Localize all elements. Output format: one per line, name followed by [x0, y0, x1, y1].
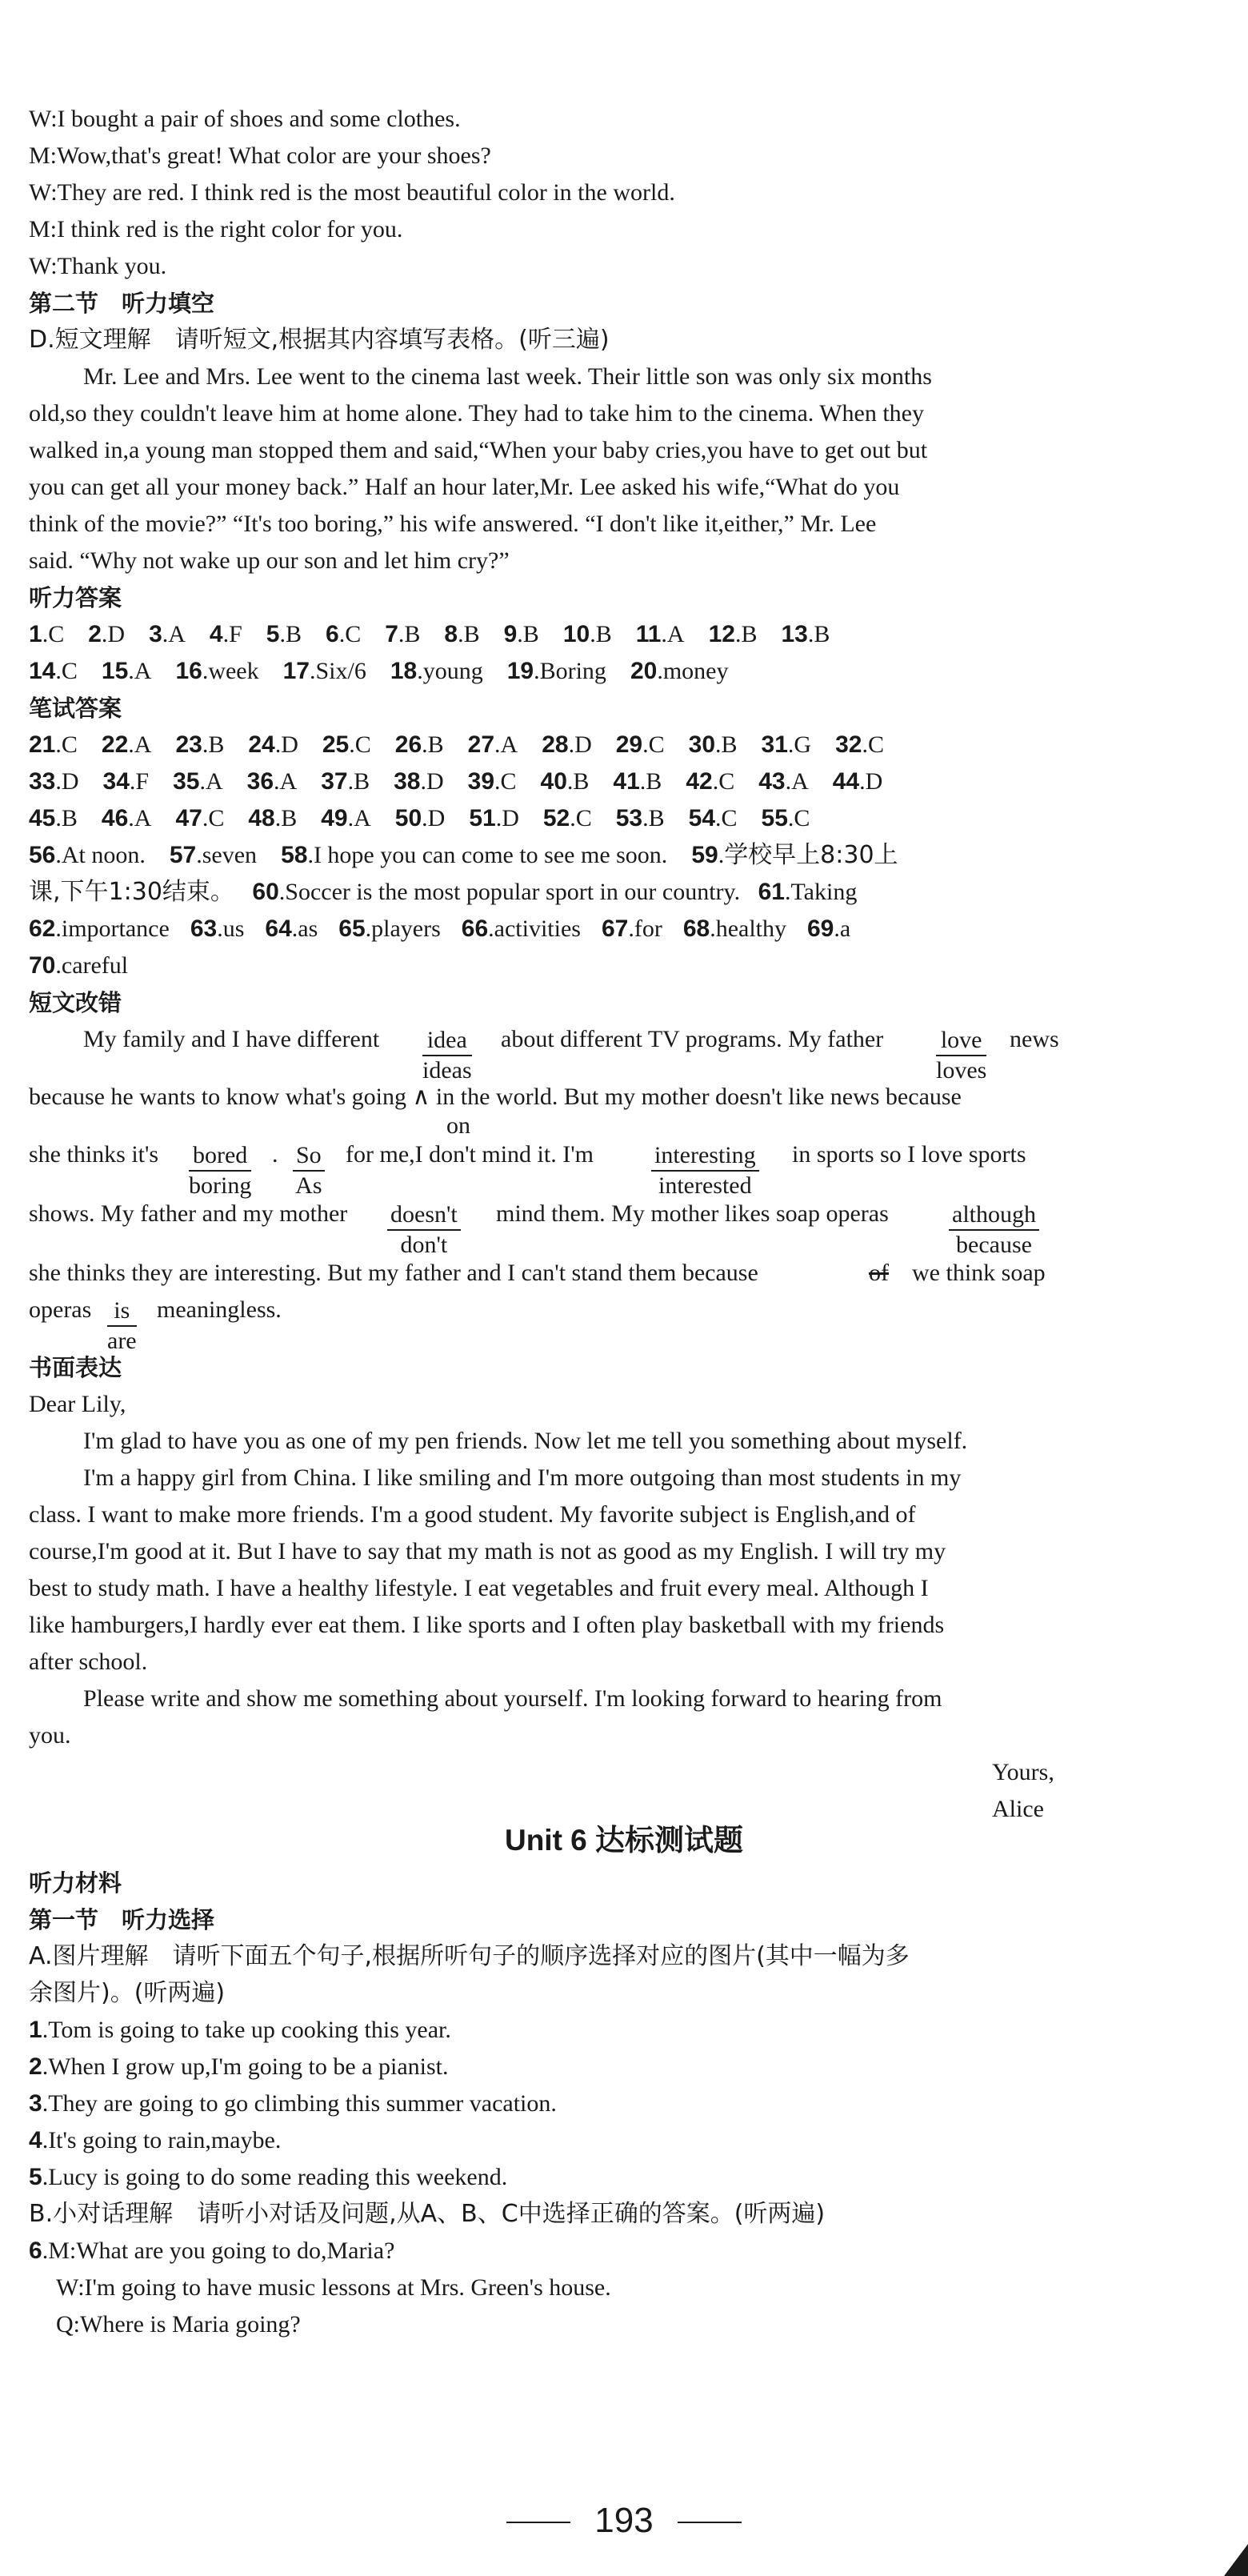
answer-item: 28.D: [542, 731, 592, 758]
answer-row: [29, 800, 1069, 837]
answer-item: 45.B: [29, 805, 78, 831]
answer-item: 16.week: [175, 658, 259, 684]
correction-line: operas: [29, 1296, 92, 1323]
listening-answers-heading: 听力答案: [29, 584, 122, 611]
answer-item: 3.A: [149, 621, 186, 647]
answer-item: 30.B: [688, 731, 738, 758]
answer-item: 34.F: [102, 768, 150, 795]
correction-mark: is are: [107, 1297, 137, 1354]
answer-item: 37.B: [321, 768, 370, 795]
correction-line: news: [1010, 1026, 1059, 1052]
answer-item: 46.A: [101, 805, 152, 831]
passage-line: think of the movie?” “It's too boring,” his wife answered. “I don't like it,either,” Mr. Lee: [29, 511, 877, 537]
letter-line: Please write and show me something about yourself. I'm looking forward to hearing from: [83, 1685, 942, 1712]
answer-item: 52.C: [542, 805, 592, 831]
answer-item: 5.B: [266, 621, 302, 647]
passage-line: Mr. Lee and Mrs. Lee went to the cinema last week. Their little son was only six months: [83, 363, 932, 390]
letter-line: I'm glad to have you as one of my pen friends. Now let me tell you something about myself.: [83, 1428, 968, 1454]
list-item: 5.Lucy is going to do some reading this weekend.: [29, 2164, 508, 2190]
answer-item: 19.Boring: [506, 658, 606, 684]
answer-item: 14.C: [29, 658, 78, 684]
answer-item: 49.A: [321, 805, 371, 831]
letter-signature: Alice: [992, 1796, 1044, 1822]
answer-item: 38.D: [394, 768, 444, 795]
answer-item: 36.A: [246, 768, 298, 795]
answer-item: 6.C: [326, 621, 362, 647]
answer-item: 21.C: [29, 731, 78, 758]
answer-item: 27.A: [467, 731, 518, 758]
list-item: 3.They are going to go climbing this summer vacation.: [29, 2090, 557, 2117]
answer-item: 17.Six/6: [282, 658, 366, 684]
material-heading: 听力材料: [29, 1869, 122, 1897]
correction-line: because he wants to know what's going ∧ in the world. But my mother doesn't like news because: [29, 1084, 962, 1110]
correction-line: we think soap: [912, 1260, 1046, 1286]
answer-item: 1.C: [29, 621, 65, 647]
dialog-line: W:Thank you.: [29, 253, 167, 279]
answer-item: 44.D: [832, 768, 883, 795]
answer-item: 43.A: [758, 768, 809, 795]
passage-line: you can get all your money back.” Half an hour later,Mr. Lee asked his wife,“What do you: [29, 474, 900, 500]
dialog-line: M:Wow,that's great! What color are your shoes?: [29, 142, 491, 169]
correction-mark: love loves: [936, 1027, 987, 1084]
answer-item: 40.B: [540, 768, 590, 795]
correction-line: meaningless.: [157, 1296, 282, 1323]
answer-row: [29, 616, 1069, 653]
answer-item: 7.B: [385, 621, 421, 647]
letter-greeting: Dear Lily,: [29, 1391, 126, 1417]
answer-item: 62.importance: [29, 915, 170, 942]
letter-closing: Yours,: [992, 1759, 1054, 1785]
letter-line: after school.: [29, 1649, 148, 1675]
answer-item: 47.C: [175, 805, 225, 831]
answer-item: 53.B: [615, 805, 665, 831]
answer-item: 48.B: [248, 805, 298, 831]
answer-row: [29, 763, 1069, 800]
answer-item: 20.money: [630, 658, 729, 684]
page-number: 193: [0, 2497, 1248, 2545]
answer-item: 31.G: [761, 731, 812, 758]
correction-mark: interesting interested: [651, 1141, 759, 1200]
answer-item: 18.young: [390, 658, 483, 684]
passage-line: walked in,a young man stopped them and said,“When your baby cries,you have to get out but: [29, 437, 928, 463]
answer-item: 42.C: [686, 768, 735, 795]
answer-item: 26.B: [394, 731, 444, 758]
letter-line: like hamburgers,I hardly ever eat them. I like sports and I often play basketball with my friends: [29, 1612, 945, 1638]
answer-item: 12.B: [708, 621, 758, 647]
correction-insert: on: [446, 1112, 470, 1139]
answer-item: 13.B: [781, 621, 830, 647]
list-item: 1.Tom is going to take up cooking this year.: [29, 2017, 451, 2043]
answer-item: 35.A: [173, 768, 223, 795]
dialog-line: Q:Where is Maria going?: [56, 2311, 301, 2338]
correction-line: she thinks they are interesting. But my father and I can't stand them because: [29, 1260, 758, 1286]
answer-item: 8.B: [444, 621, 480, 647]
part-instruction: B.小对话理解 请听小对话及问题,从A、B、C中选择正确的答案。(听两遍): [29, 2200, 826, 2228]
dialog-line: M:I think red is the right color for you.: [29, 216, 403, 242]
letter-line: course,I'm good at it. But I have to say that my math is not as good as my English. I will try my: [29, 1538, 946, 1564]
corner-mark: [1224, 2544, 1248, 2576]
answer-item: 67.for: [601, 915, 662, 942]
answer-item: 15.A: [101, 658, 152, 684]
answer-item: 23.B: [175, 731, 225, 758]
letter-line: best to study math. I have a healthy lifestyle. I eat vegetables and fruit every meal. Although I: [29, 1575, 929, 1601]
part-instruction: A.图片理解 请听下面五个句子,根据所听句子的顺序选择对应的图片(其中一幅为多: [29, 1942, 910, 1970]
answer-item: 24.D: [248, 731, 298, 758]
correction-struck: of: [869, 1260, 889, 1286]
answer-item: 51.D: [469, 805, 519, 831]
answer-item: 11.A: [635, 621, 685, 647]
section-heading: 第二节 听力填空: [29, 290, 215, 317]
unit-title: Unit 6 达标测试题: [504, 1824, 744, 1857]
correction-line: she thinks it's: [29, 1141, 159, 1168]
answer-item: 69.a: [807, 915, 851, 942]
answer-item: 4.F: [209, 621, 242, 647]
answer-row: 课,下午1:30结束。 60.Soccer is the most popular sport in our country. 61.Taking: [29, 878, 858, 906]
answer-item: 54.C: [688, 805, 738, 831]
section-heading: 第一节 听力选择: [29, 1906, 215, 1933]
answer-item: 32.C: [835, 731, 884, 758]
passage-line: old,so they couldn't leave him at home alone. They had to take him to the cinema. When they: [29, 400, 924, 427]
answer-item: 68.healthy: [682, 915, 786, 942]
answer-item: 64.as: [265, 915, 318, 942]
writing-heading: 书面表达: [29, 1354, 122, 1381]
correction-mark: doesn't don't: [387, 1200, 461, 1260]
answer-item: 25.C: [322, 731, 371, 758]
correction-line: mind them. My mother likes soap operas: [496, 1200, 889, 1227]
answer-item: 29.C: [615, 731, 665, 758]
letter-line: you.: [29, 1722, 71, 1749]
part-instruction: D.短文理解 请听短文,根据其内容填写表格。(听三遍): [29, 326, 610, 354]
answer-item: 9.B: [503, 621, 539, 647]
answer-item: 55.C: [761, 805, 810, 831]
answer-item: 10.B: [562, 621, 612, 647]
dialog-line: W:I'm going to have music lessons at Mrs. Green's house.: [56, 2274, 611, 2301]
list-item: 4.It's going to rain,maybe.: [29, 2127, 282, 2153]
answer-item: 2.D: [88, 621, 126, 647]
letter-line: class. I want to make more friends. I'm a good student. My favorite subject is English,and of: [29, 1501, 916, 1528]
dialog-line: W:I bought a pair of shoes and some clothes.: [29, 106, 461, 132]
answer-item: 66.activities: [461, 915, 581, 942]
answer-row: 56.At noon. 57.seven 58.I hope you can come to see me soon. 59.学校早上8:30上: [29, 841, 898, 869]
answer-item: 41.B: [613, 768, 662, 795]
answer-row: [29, 653, 1069, 690]
answer-item: 22.A: [101, 731, 152, 758]
answer-item: 63.us: [190, 915, 245, 942]
correction-line: about different TV programs. My father: [501, 1026, 884, 1052]
punct: .: [272, 1141, 278, 1168]
correction-mark: So As: [293, 1141, 325, 1200]
correction-line: in sports so I love sports: [792, 1141, 1026, 1168]
answer-item: 65.players: [338, 915, 441, 942]
correction-line: for me,I don't mind it. I'm: [346, 1141, 594, 1168]
correction-line: shows. My father and my mother: [29, 1200, 348, 1227]
part-instruction: 余图片)。(听两遍): [29, 1979, 226, 2007]
answer-row: [29, 911, 1069, 947]
letter-line: I'm a happy girl from China. I like smiling and I'm more outgoing than most students in my: [83, 1464, 962, 1491]
written-answers-heading: 笔试答案: [29, 695, 122, 722]
correction-mark: bored boring: [189, 1142, 252, 1199]
correction-heading: 短文改错: [29, 989, 122, 1016]
correction-mark: although because: [949, 1200, 1039, 1260]
answer-row: 70.careful: [29, 952, 129, 979]
answer-row: [29, 727, 1069, 763]
answer-item: 33.D: [29, 768, 79, 795]
dialog-line: W:They are red. I think red is the most beautiful color in the world.: [29, 179, 675, 206]
answer-item: 39.C: [467, 768, 517, 795]
passage-line: said. “Why not wake up our son and let him cry?”: [29, 547, 510, 574]
list-item: 2.When I grow up,I'm going to be a pianist.: [29, 2053, 449, 2080]
correction-mark: idea ideas: [422, 1027, 472, 1084]
answer-item: 50.D: [394, 805, 446, 831]
correction-line: My family and I have different: [83, 1026, 380, 1052]
list-item: 6.M:What are you going to do,Maria?: [29, 2237, 395, 2264]
